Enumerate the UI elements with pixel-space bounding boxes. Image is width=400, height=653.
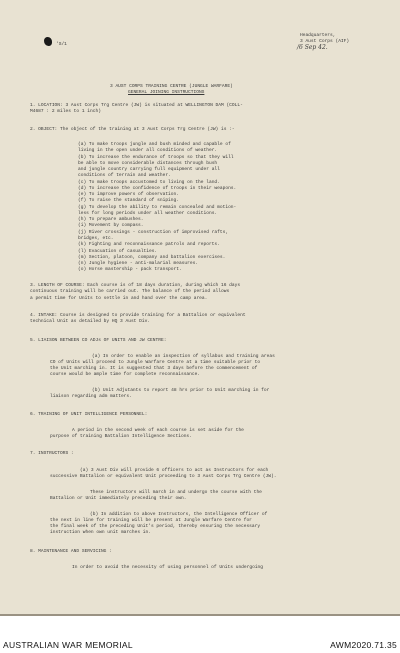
instructors-text: successive Battalion or equivalent Unit proceeding to 3 Aust Corps Trg Centre (JW).	[50, 474, 277, 479]
object-item: (n) Jungle hygiene - anti-malarial measures.	[78, 261, 199, 266]
object-item: (i) Movement by compass.	[78, 223, 144, 228]
document-subtitle: GENERAL JOINING INSTRUCTIONS	[128, 90, 205, 95]
instructors-text: (b) In addition to above Instructors, the Intelligence Officer of	[90, 512, 268, 517]
object-item: and jungle country carrying full equipment under all	[78, 167, 220, 172]
object-item: (f) To raise the standard of sniping.	[78, 198, 179, 203]
punch-hole-icon	[44, 37, 52, 46]
object-item: (g) To develop the ability to remain concealed and motion-	[78, 205, 237, 210]
section-intake-cont: technical Unit as detailed by HQ 3 Aust Div.	[30, 319, 151, 324]
object-item: (o) Horse mastership - pack transport.	[78, 267, 182, 272]
document-date: /6 Sep 42.	[297, 44, 328, 51]
unit-label: 3 Aust Corps (AIF)	[300, 39, 350, 44]
section-liaison: 5. LIAISON BETWEEN CO ADJs OF UNITS AND JW CENTRE:	[30, 338, 167, 343]
section-object: 2. OBJECT: The object of the training at 3 Aust Corps Trg Centre (JW) is :-	[30, 127, 235, 132]
liaison-text: (a) In order to enable an inspection of syllabus and training areas	[92, 354, 275, 359]
object-item: conditions of terrain and weather.	[78, 173, 171, 178]
training-text: purpose of training Battalion Intelligence Sections.	[50, 434, 192, 439]
object-item: be able to move considerable distances through bush	[78, 161, 218, 166]
instructors-text: the final week of the preceding Unit's period, thereby ensuring the necessary	[50, 524, 261, 529]
maintenance-text: In order to avoid the necessity of using personnel of Units undergoing	[72, 565, 264, 570]
object-item: (m) Section, platoon, company and battalion exercises.	[78, 255, 226, 260]
object-item: less for long periods under all weather conditions.	[78, 211, 218, 216]
object-item: (d) To increase the confidence of troops in their weapons.	[78, 186, 237, 191]
section-length-cont: a permit time for Units to settle in and hand over the camp area.	[30, 296, 208, 301]
object-item: living in the open under all conditions of weather.	[78, 148, 218, 153]
instructors-text: (a) 3 Aust Div will provide 6 officers to act as Instructors for each	[80, 468, 269, 473]
section-instructors: 7. INSTRUCTORS :	[30, 451, 74, 456]
instructors-text: instruction when own unit marches in.	[50, 530, 151, 535]
object-item: bridges, etc.	[78, 236, 114, 241]
liaison-text: course would be ample time for complete reconnaissance.	[50, 372, 201, 377]
object-item: (b) To increase the endurance of troops so that they will	[78, 155, 234, 160]
section-location-cont: M4687 : 2 miles to 1 inch)	[30, 109, 101, 114]
headquarters-label: Headquarters,	[300, 33, 336, 38]
liaison-text: liaison regarding adm matters.	[50, 394, 132, 399]
liaison-text: (b) Unit Adjutants to report 48 hrs prior to Unit marching in for	[92, 388, 270, 393]
instructors-text: These instructors will march in and undergo the course with the	[90, 490, 262, 495]
object-item: (h) To prepare ambushes.	[78, 217, 144, 222]
object-item: (a) To make troops jungle and bush minded and capable of	[78, 142, 231, 147]
object-item: (j) River crossings - construction of improvised rafts,	[78, 230, 229, 235]
object-item: (c) To make troops accustomed to living on the land.	[78, 180, 220, 185]
section-length: 3. LENGTH OF COURSE: Each course is of 18 days duration, during which 16 days	[30, 283, 241, 288]
liaison-text: CO of Units will proceed to Jungle Warfare Centre at a time suitable prior to	[50, 360, 261, 365]
archive-footer	[0, 614, 400, 653]
section-length-cont: continuous training will be carried out. The balance of the period allows	[30, 289, 230, 294]
training-text: A period in the second week of each course is set aside for the	[72, 428, 244, 433]
object-item: (k) Fighting and reconnaissance patrols and reports.	[78, 242, 220, 247]
footer-divider	[0, 614, 400, 616]
section-training: 6. TRAINING OF UNIT INTELLIGENCE PERSONNEL:	[30, 412, 148, 417]
section-location: 1. LOCATION: 3 Aust Corps Trg Centre (JW) is situated at WELLINGTON DAM (COLL-	[30, 103, 243, 108]
object-item: (e) To improve powers of observation.	[78, 192, 179, 197]
institution-label: AUSTRALIAN WAR MEMORIAL	[3, 640, 133, 650]
document-title: 3 AUST CORPS TRAINING CENTRE (JUNGLE WARFARE)	[110, 84, 233, 89]
section-maintenance: 8. MAINTENANCE AND SERVICING :	[30, 549, 112, 554]
catalog-id: AWM2020.71.35	[330, 640, 397, 650]
instructors-text: Battalion or Unit immediately preceding their own.	[50, 496, 187, 501]
liaison-text: the Unit marching in. It is suggested that 3 days before the commencement of	[50, 366, 258, 371]
object-item: (l) Evacuation of casualties.	[78, 249, 158, 254]
instructors-text: the next in line for training will be present at Jungle Warfare Centre for	[50, 518, 252, 523]
document-ref: 'S/1	[56, 42, 67, 47]
section-intake: 4. INTAKE: Course is designed to provide training for a Battalion or equivalent	[30, 313, 246, 318]
